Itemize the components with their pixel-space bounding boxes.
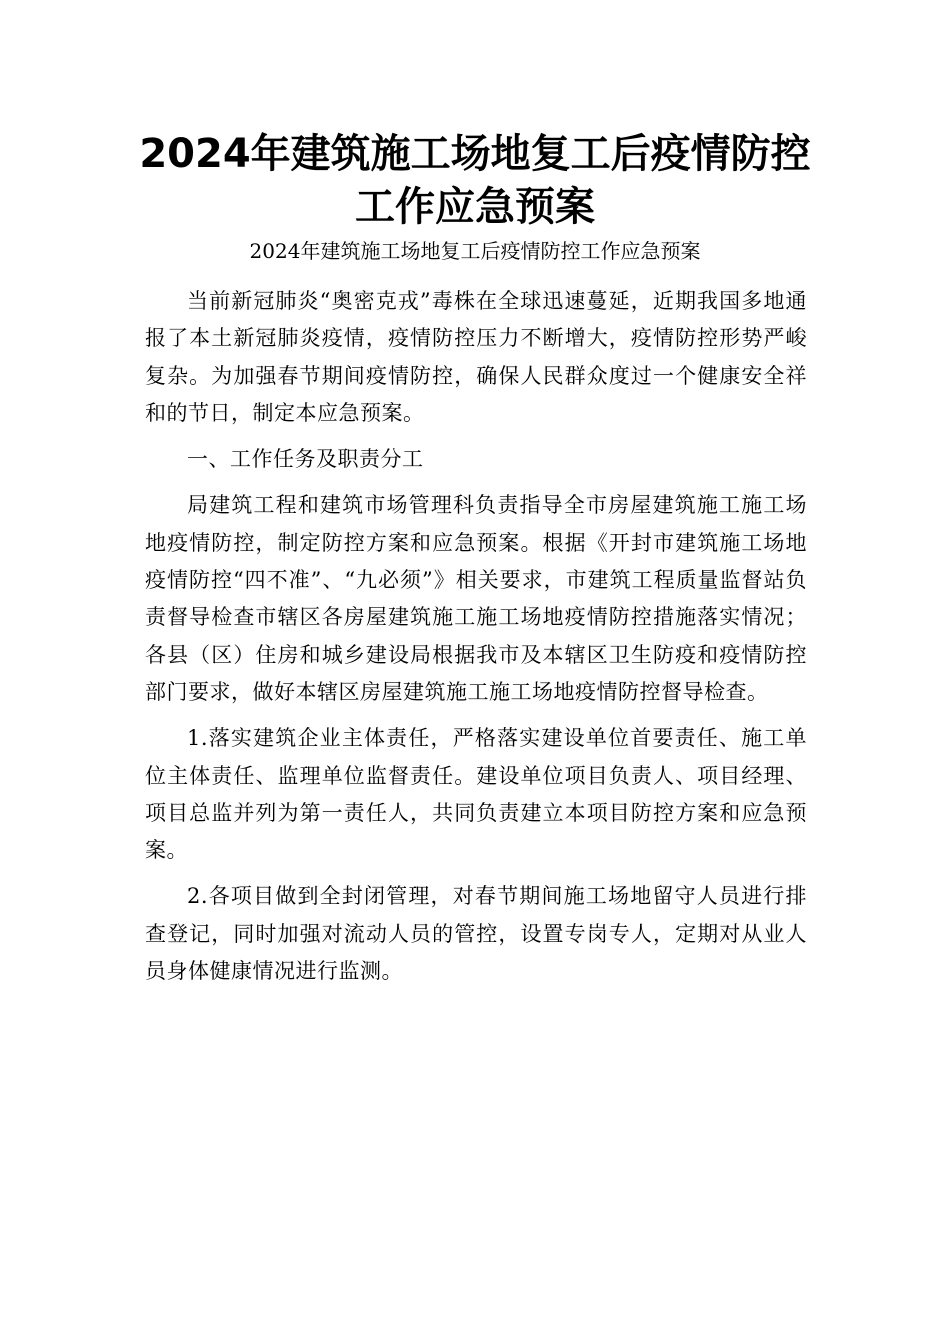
document-body bbox=[145, 283, 807, 990]
paragraph-intro: 当前新冠肺炎“奥密克戎”毒株在全球迅速蔓延，近期我国多地通报了本土新冠肺炎疫情，疫情防控压力不断增大，疫情防控形势严峻复杂。为加强春节期间疫情防控，确保人民群众度过一个健康安全祥和的节日，制定本应急预案。 bbox=[145, 289, 807, 425]
paragraph-responsibilities: 局建筑工程和建筑市场管理科负责指导全市房屋建筑施工施工场地疫情防控，制定防控方案和应急预案。根据《开封市建筑施工场地疫情防控“四不准”、“九必须”》相关要求，市建筑工程质量监督站负责督导检查市辖区各房屋建筑施工施工场地疫情防控措施落实情况；各县（区）住房和城乡建设局根据我市及本辖区卫生防疫和疫情防控部门要求，做好本辖区房屋建筑施工施工场地疫情防控督导检查。 bbox=[145, 493, 807, 704]
document-title: 2024年建筑施工场地复工后疫情防控工作应急预案 bbox=[139, 131, 811, 230]
paragraph-item-2: 2.各项目做到全封闭管理，对春节期间施工场地留守人员进行排查登记，同时加强对流动人员的管控，设置专岗专人，定期对从业人员身体健康情况进行监测。 bbox=[145, 884, 807, 984]
paragraph-item-1: 1.落实建筑企业主体责任，严格落实建设单位首要责任、施工单位主体责任、监理单位监督责任。建设单位项目负责人、项目经理、项目总监并列为第一责任人，共同负责建立本项目防控方案和应急预案。 bbox=[145, 726, 807, 863]
section-heading-tasks: 一、工作任务及职责分工 bbox=[187, 447, 424, 472]
document-subtitle: 2024年建筑施工场地复工后疫情防控工作应急预案 bbox=[249, 239, 701, 263]
